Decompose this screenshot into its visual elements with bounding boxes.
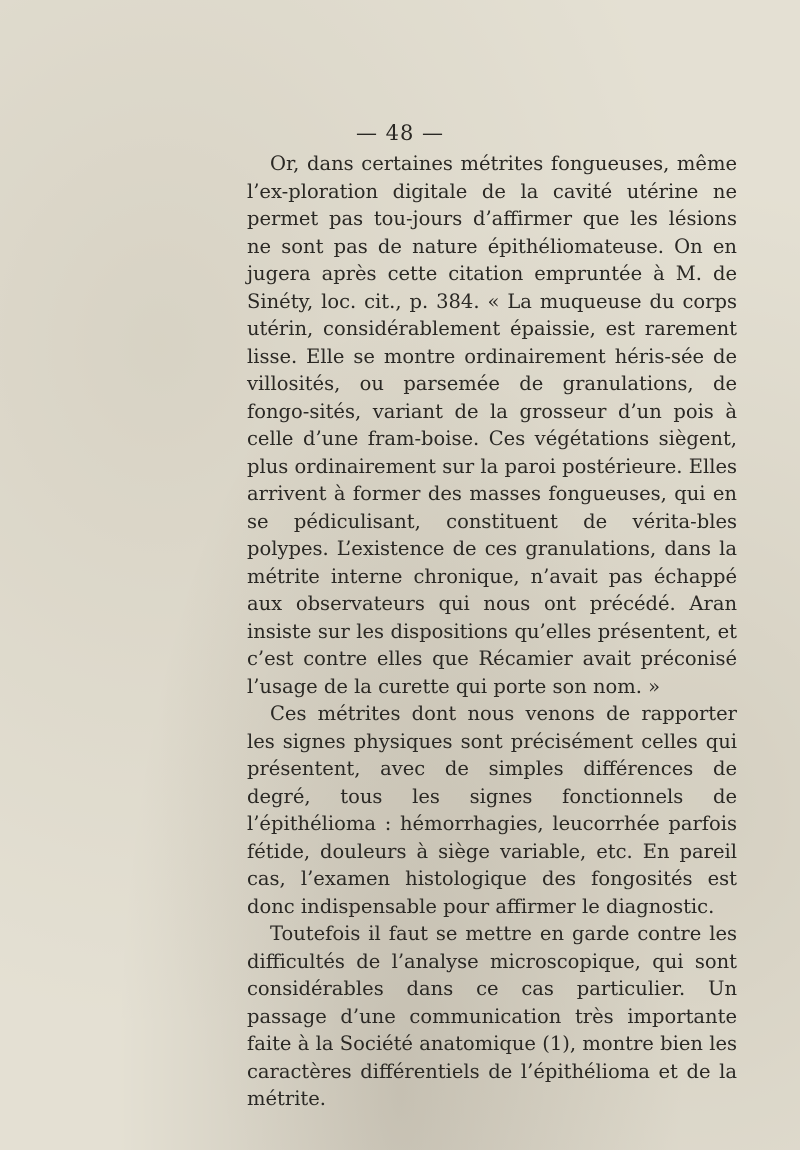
- page-number: — 48 —: [355, 121, 445, 145]
- paragraph-2: Ces métrites dont nous venons de rapporter les signes physiques sont précisément celles qui présentent, avec de simples différences de degré, tous les signes fonctionnels de l’épithélioma : hémorrhagies, leucorrhée parfois fétide, douleurs à siège variable, etc. En pareil cas, l’examen histologique des fongosités est donc indispensable pour affirmer le diagnostic.: [247, 702, 737, 918]
- body-text: [247, 150, 737, 1113]
- paragraph-1: Or, dans certaines métrites fongueuses, même l’ex-ploration digitale de la cavité utérine ne permet pas tou-jours d’affirmer que les lésions ne sont pas de nature épithéliomateuse. On en jugera après cette citation empruntée à M. de Sinéty, loc. cit., p. 384. « La muqueuse du corps utérin, considérablement épaissie, est rarement lisse. Elle se montre ordinairement héris-sée de villosités, ou parsemée de granulations, de fongo-sités, variant de la grosseur d’un pois à celle d’une fram-boise. Ces végétations siègent, plus ordinairement sur la paroi postérieure. Elles arrivent à former des masses fongueuses, qui en se pédiculisant, constituent de vérita-bles polypes. L’existence de ces granulations, dans la métrite interne chronique, n’avait pas échappé aux observateurs qui nous ont précédé. Aran insiste sur les dispositions qu’elles présentent, et c’est contre elles que Récamier avait préconisé l’usage de la curette qui porte son nom. »: [247, 152, 737, 698]
- paragraph-3: Toutefois il faut se mettre en garde contre les difficultés de l’analyse microscopique, qui sont considérables dans ce cas particulier. Un passage d’une communication très importante faite à la Société anatomique (1), montre bien les caractères différentiels de l’épithélioma et de la métrite.: [247, 922, 737, 1110]
